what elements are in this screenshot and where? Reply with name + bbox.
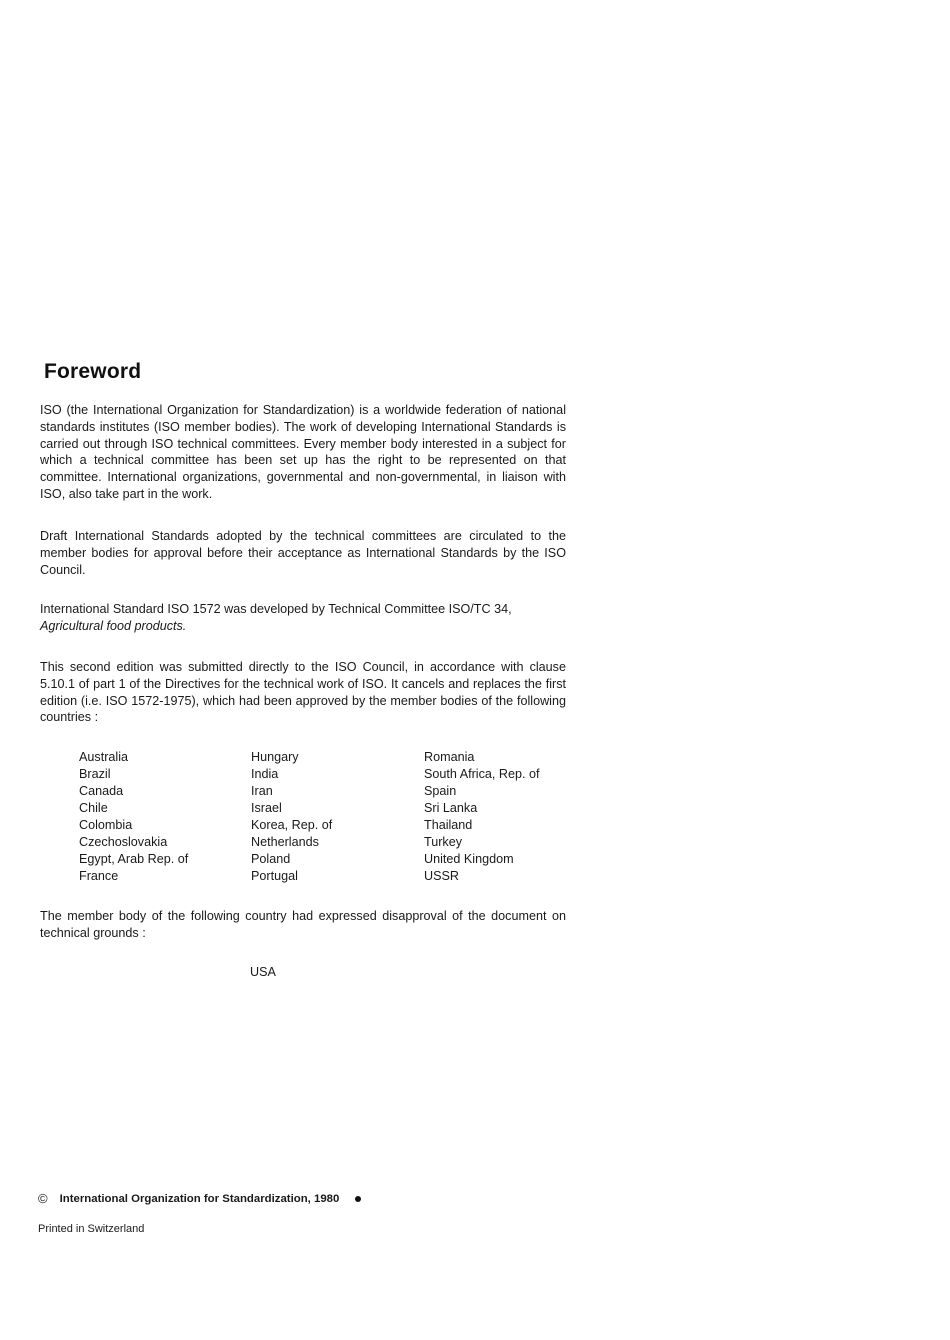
page-title: Foreword xyxy=(44,360,142,383)
country-item: Netherlands xyxy=(251,835,319,849)
country-item: Portugal xyxy=(251,869,298,883)
country-item: Spain xyxy=(424,784,457,798)
bullet-icon xyxy=(355,1196,361,1202)
paragraph-second-edition: This second edition was submitted directly to the ISO Council, in accordance with clause 5.10.1 of part 1 of the Directives for the technical work of ISO. It cancels and replaces the first edition (i.e. ISO 1572-1975), which had been approved by the member bodies of the following countries : xyxy=(40,660,566,725)
country-item: Hungary xyxy=(251,750,299,764)
country-item: Romania xyxy=(424,750,475,764)
country-item: USSR xyxy=(424,869,459,883)
country-item: Sri Lanka xyxy=(424,801,478,815)
country-item: Thailand xyxy=(424,818,473,832)
country-item: Chile xyxy=(79,801,108,815)
country-item: Egypt, Arab Rep. of xyxy=(79,852,189,866)
committee-name: Agricultural food products. xyxy=(40,618,187,633)
paragraph-disapproval: The member body of the following country had expressed disapproval of the document on technical grounds : xyxy=(40,909,566,940)
country-column-2 xyxy=(251,749,424,885)
country-column-1 xyxy=(79,749,251,885)
paragraph-standard-origin xyxy=(40,601,566,635)
country-item: Poland xyxy=(251,852,291,866)
country-item: India xyxy=(251,767,279,781)
copyright-line xyxy=(38,1191,361,1206)
country-item: Turkey xyxy=(424,835,463,849)
paragraph-iso-intro: ISO (the International Organization for Standardization) is a worldwide federation of national standards institutes (ISO member bodies). The work of developing International Standards is carried out through ISO technical committees. Every member body interested in a subject for which a technical committee has been set up has the right to be represented on that committee. International organizations, governmental and non-governmental, in liaison with ISO, also take part in the work. xyxy=(40,403,566,501)
printed-location: Printed in Switzerland xyxy=(38,1223,145,1235)
disapproving-country: USA xyxy=(250,965,276,979)
approving-countries-list xyxy=(79,749,584,885)
country-item: United Kingdom xyxy=(424,852,514,866)
country-item: South Africa, Rep. of xyxy=(424,767,540,781)
copyright-text: International Organization for Standardization, 1980 xyxy=(59,1192,340,1205)
country-column-3 xyxy=(424,749,584,885)
country-item: Australia xyxy=(79,750,128,764)
paragraph-draft-standards: Draft International Standards adopted by the technical committees are circulated to the member bodies for approval before their acceptance as International Standards by the ISO Council. xyxy=(40,529,566,577)
standard-origin-text: International Standard ISO 1572 was developed by Technical Committee ISO/TC 34, xyxy=(40,602,512,616)
country-item: Iran xyxy=(251,784,273,798)
country-item: Czechoslovakia xyxy=(79,835,168,849)
country-item: Israel xyxy=(251,801,282,815)
country-item: Canada xyxy=(79,784,124,798)
country-item: Brazil xyxy=(79,767,111,781)
country-item: France xyxy=(79,869,119,883)
copyright-icon: © xyxy=(38,1191,48,1206)
country-item: Colombia xyxy=(79,818,133,832)
country-item: Korea, Rep. of xyxy=(251,818,333,832)
